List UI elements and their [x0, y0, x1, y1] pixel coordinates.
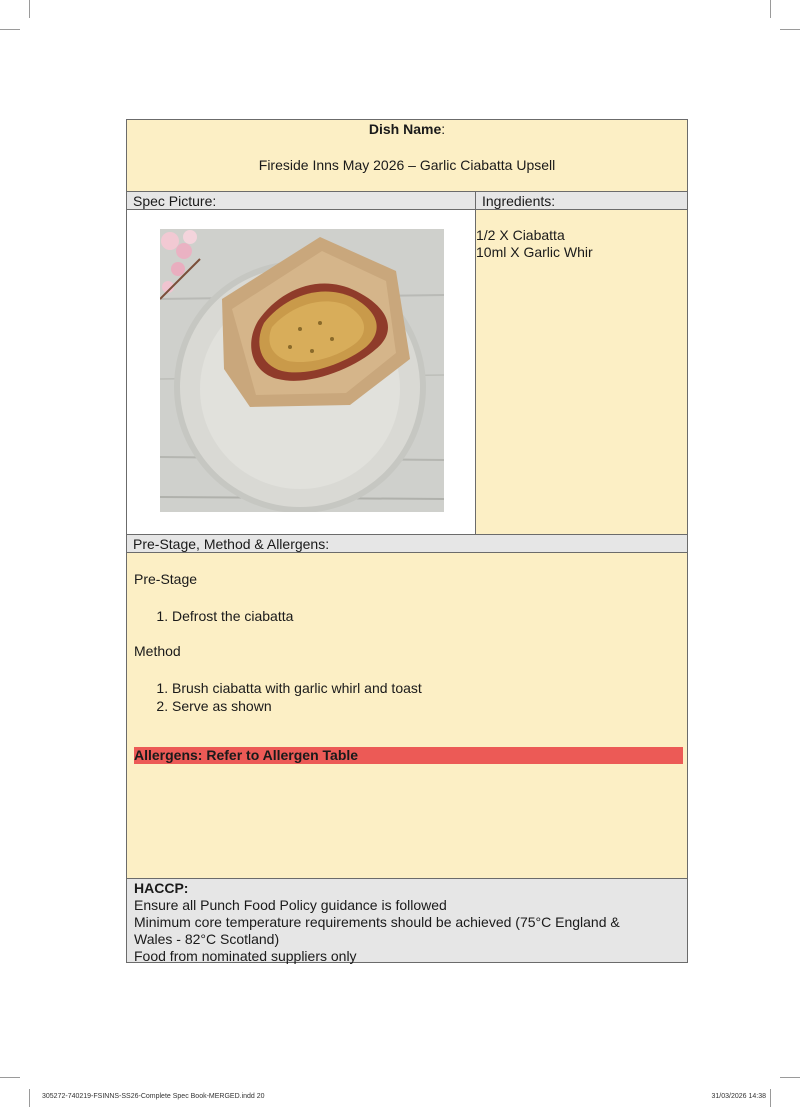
- method-step: 2. Serve as shown: [172, 697, 422, 715]
- haccp-line: Ensure all Punch Food Policy guidance is followed: [134, 897, 447, 913]
- footer-datetime: 31/03/2026 14:38: [711, 1093, 766, 1100]
- haccp-cell: [127, 878, 687, 962]
- method-title: Method: [134, 643, 181, 659]
- crop-mark: [780, 29, 800, 30]
- crop-mark: [0, 1077, 20, 1078]
- method-step: 1. Brush ciabatta with garlic whirl and toast: [172, 679, 422, 697]
- prestage-title: Pre-Stage: [134, 571, 198, 587]
- haccp-line: Minimum core temperature requirements should be achieved (75°C England &: [134, 914, 620, 930]
- crop-mark: [29, 1089, 30, 1107]
- dish-photo: [160, 229, 444, 512]
- haccp-line: Food from nominated suppliers only: [134, 948, 357, 964]
- crop-mark: [29, 0, 30, 18]
- spec-picture-header: Spec Picture:: [127, 191, 475, 209]
- ingredient-item: 1/2 X Ciabatta: [476, 227, 565, 243]
- crop-mark: [780, 1077, 800, 1078]
- crop-mark: [0, 29, 20, 30]
- spec-table: [126, 119, 688, 963]
- ingredients-cell: [475, 209, 687, 534]
- ingredients-header: Ingredients:: [475, 191, 687, 209]
- haccp-line: Wales - 82°C Scotland): [134, 931, 280, 947]
- crop-mark: [770, 1089, 771, 1107]
- method-cell: [127, 552, 687, 878]
- crop-mark: [770, 0, 771, 18]
- method-header: Pre-Stage, Method & Allergens:: [127, 534, 687, 552]
- dish-name-label: Dish Name:: [368, 121, 446, 137]
- dish-name-section: [127, 120, 687, 191]
- prestage-list: [134, 607, 293, 625]
- footer-file-info: 305272-740219-FSINNS-SS26-Complete Spec Book-MERGED.indd 20: [42, 1093, 265, 1100]
- haccp-title: HACCP:: [134, 880, 189, 896]
- prestage-step: 1. Defrost the ciabatta: [172, 607, 293, 625]
- ingredient-item: 10ml X Garlic Whir: [476, 244, 593, 260]
- allergen-notice: Allergens: Refer to Allergen Table: [134, 747, 683, 764]
- dish-name-value: Fireside Inns May 2026 – Garlic Ciabatta Upsell: [258, 157, 556, 173]
- method-list: [134, 679, 422, 715]
- spec-picture-cell: [127, 209, 475, 534]
